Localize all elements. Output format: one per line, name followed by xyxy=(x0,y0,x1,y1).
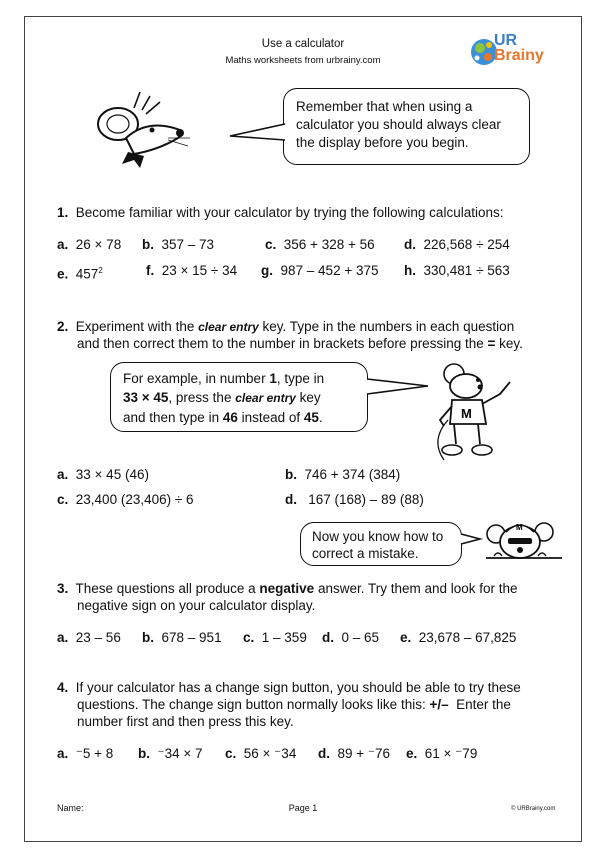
footer-name-label: Name: xyxy=(57,803,84,813)
q1-item-c: c. 356 + 328 + 56 xyxy=(265,237,375,252)
svg-text:M: M xyxy=(461,406,472,421)
peeking-mouse-illustration xyxy=(482,512,566,568)
q4-prompt: 4. If your calculator has a change sign button, you should be able to try these xyxy=(57,680,521,695)
q2-row-2 xyxy=(0,491,606,509)
intro-bubble-tail xyxy=(230,122,286,144)
logo-text: UR Brainy xyxy=(494,32,544,64)
q2-item-b: b. 746 + 374 (384) xyxy=(285,467,401,482)
q4-item-b: b. ⁻34 × 7 xyxy=(138,746,203,761)
mistake-bubble-tail xyxy=(460,532,482,546)
q3-prompt-line2: negative sign on your calculator display. xyxy=(77,598,316,613)
q4-item-d: d. 89 + ⁻76 xyxy=(318,746,391,761)
footer-page-number: Page 1 xyxy=(288,803,318,813)
page-title: Use a calculator xyxy=(261,38,345,50)
q1-item-a: a. 26 × 78 xyxy=(57,237,122,252)
q4-row xyxy=(0,745,606,763)
q3-item-d: d. 0 – 65 xyxy=(322,630,380,645)
page-subtitle: Maths worksheets from urbrainy.com xyxy=(225,55,381,66)
q4-item-c: c. 56 × ⁻34 xyxy=(225,746,297,761)
q2-number: 2. xyxy=(57,319,69,334)
q3-number: 3. xyxy=(57,581,69,596)
q1-row-1 xyxy=(0,236,606,254)
q2-key-name: clear entry xyxy=(198,320,259,334)
q2-item-c: c. 23,400 (23,406) ÷ 6 xyxy=(57,492,194,507)
q3-item-b: b. 678 – 951 xyxy=(142,630,222,645)
intro-speech-bubble xyxy=(283,88,530,165)
example-speech-bubble xyxy=(110,362,368,432)
q1-item-b: b. 357 – 73 xyxy=(142,237,215,252)
q3-row xyxy=(0,629,606,647)
q4-prompt-line3: number first and then press this key. xyxy=(77,714,294,729)
example-bubble-text: For example, in number 1, type in 33 × 45, press the clear entry key and then type in 46 instead of 45. xyxy=(123,371,325,425)
mouse-head-illustration xyxy=(88,88,198,172)
q2-row-1 xyxy=(0,466,606,484)
q3-item-c: c. 1 – 359 xyxy=(243,630,307,645)
q2-item-d: d. 167 (168) – 89 (88) xyxy=(285,492,424,507)
q2-prompt-line2: and then correct them to the number in brackets before pressing the = key. xyxy=(77,336,523,351)
q4-item-e: e. 61 × ⁻79 xyxy=(406,746,478,761)
q3-negative-word: negative xyxy=(259,581,315,596)
q1-text: Become familiar with your calculator by trying the following calculations: xyxy=(75,205,504,220)
q3-item-a: a. 23 – 56 xyxy=(57,630,121,645)
q1-item-h: h. 330,481 ÷ 563 xyxy=(404,263,510,278)
q1-prompt xyxy=(57,204,577,221)
q1-item-f: f. 23 × 15 ÷ 34 xyxy=(146,263,238,278)
q1-item-g: g. 987 – 452 + 375 xyxy=(261,263,379,278)
q1-item-e: e. $457^2$ xyxy=(57,266,103,282)
q2-item-a: a. 33 × 45 (46) xyxy=(57,467,149,482)
q1-number: 1. xyxy=(57,205,69,220)
standing-mouse-illustration xyxy=(420,360,520,464)
q4-prompt-line2: questions. The change sign button normally looks like this: +/– Enter the xyxy=(77,697,511,712)
q1-row-2 xyxy=(0,262,606,280)
intro-bubble-text: Remember that when using a calculator you should always clear the display before you begin. xyxy=(296,99,501,150)
q3-prompt: 3. These questions all produce a negative answer. Try them and look for the xyxy=(57,581,518,596)
change-sign-key: +/– xyxy=(429,697,449,712)
svg-text:M: M xyxy=(516,523,523,532)
q1-item-d: d. 226,568 ÷ 254 xyxy=(404,237,510,252)
q2-prompt: 2. Experiment with the clear entry key. Type in the numbers in each question xyxy=(57,319,515,334)
q3-item-e: e. 23,678 – 67,825 xyxy=(400,630,517,645)
q4-number: 4. xyxy=(57,680,69,695)
q4-item-a: a. ⁻5 + 8 xyxy=(57,746,114,761)
footer-copyright: © URBrainy.com xyxy=(511,806,556,812)
mistake-bubble-text: Now you know how to correct a mistake. xyxy=(312,529,444,561)
mistake-speech-bubble xyxy=(300,522,462,566)
